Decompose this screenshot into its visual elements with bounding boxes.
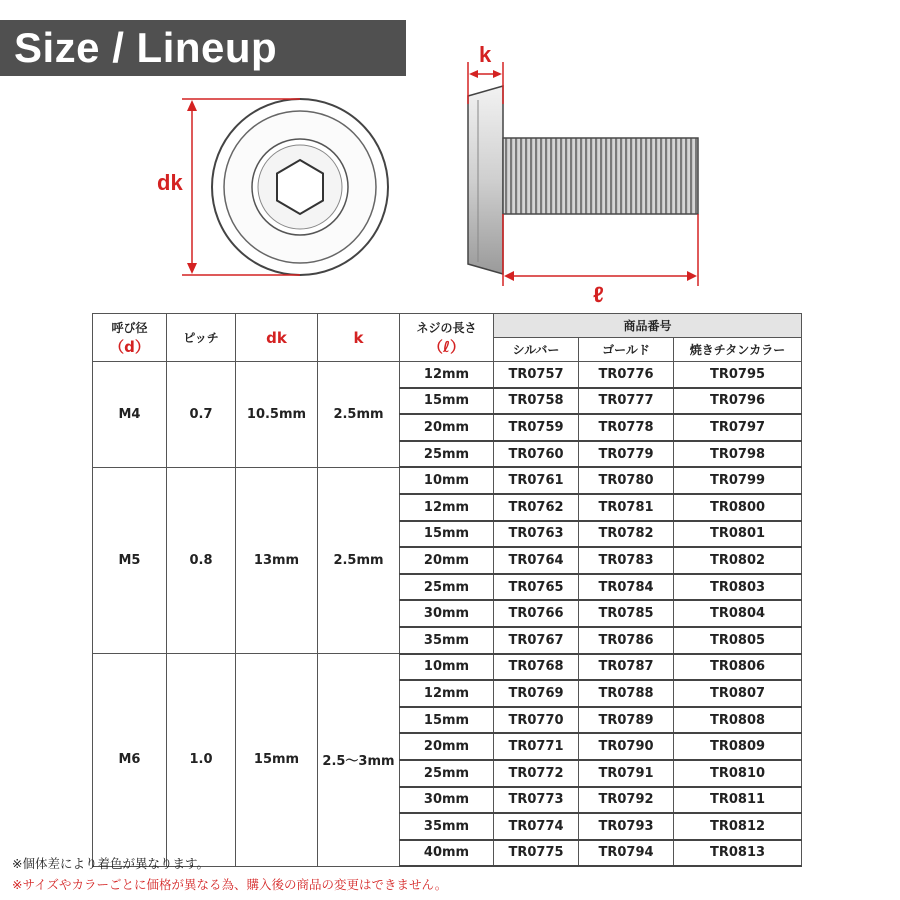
thread-length-cell: 15mm: [400, 707, 494, 734]
titanium-code-cell: TR0803: [674, 574, 802, 601]
thread-length-cell: 30mm: [400, 600, 494, 627]
titanium-code-cell: TR0810: [674, 760, 802, 787]
titanium-code-cell: TR0799: [674, 467, 802, 494]
titanium-code-cell: TR0806: [674, 654, 802, 681]
bolt-front-view: [212, 99, 388, 275]
titanium-code-cell: TR0811: [674, 787, 802, 814]
thread-length-cell: 12mm: [400, 680, 494, 707]
k-cell: 2.5mm: [318, 362, 400, 468]
pitch-cell: 0.8: [167, 467, 236, 653]
silver-code-cell: TR0770: [494, 707, 579, 734]
gold-code-cell: TR0785: [579, 600, 674, 627]
note-color-variance: ※個体差により着色が異なります。: [12, 856, 209, 871]
gold-code-cell: TR0780: [579, 467, 674, 494]
titanium-code-cell: TR0807: [674, 680, 802, 707]
silver-code-cell: TR0773: [494, 787, 579, 814]
thread-length-cell: 30mm: [400, 787, 494, 814]
titanium-code-cell: TR0809: [674, 733, 802, 760]
nominal-size-cell: M4: [93, 362, 167, 468]
header-dk: dk: [236, 314, 318, 362]
silver-code-cell: TR0760: [494, 441, 579, 468]
header-product-code: 商品番号: [494, 314, 802, 338]
dk-cell: 15mm: [236, 654, 318, 867]
length-label: ℓ: [593, 282, 604, 307]
thread-length-cell: 15mm: [400, 521, 494, 548]
size-lineup-table: [92, 313, 802, 867]
titanium-code-cell: TR0800: [674, 494, 802, 521]
gold-code-cell: TR0790: [579, 733, 674, 760]
gold-code-cell: TR0784: [579, 574, 674, 601]
gold-code-cell: TR0793: [579, 813, 674, 840]
silver-code-cell: TR0763: [494, 521, 579, 548]
header-thread-length: ネジの長さ （ℓ）: [400, 314, 494, 362]
note-no-exchange: ※サイズやカラーごとに価格が異なる為、購入後の商品の変更はできません。: [12, 877, 448, 892]
silver-code-cell: TR0759: [494, 414, 579, 441]
header-k: k: [318, 314, 400, 362]
thread-length-cell: 25mm: [400, 441, 494, 468]
gold-code-cell: TR0783: [579, 547, 674, 574]
page-title: Size / Lineup: [14, 24, 278, 71]
titanium-code-cell: TR0813: [674, 840, 802, 867]
gold-code-cell: TR0777: [579, 388, 674, 415]
titanium-code-cell: TR0805: [674, 627, 802, 654]
silver-code-cell: TR0766: [494, 600, 579, 627]
gold-code-cell: TR0788: [579, 680, 674, 707]
pitch-cell: 1.0: [167, 654, 236, 867]
silver-code-cell: TR0775: [494, 840, 579, 867]
gold-code-cell: TR0778: [579, 414, 674, 441]
k-cell: 2.5〜3mm: [318, 654, 400, 867]
thread-length-cell: 12mm: [400, 362, 494, 388]
thread-length-cell: 20mm: [400, 414, 494, 441]
thread-length-cell: 12mm: [400, 494, 494, 521]
gold-code-cell: TR0789: [579, 707, 674, 734]
gold-code-cell: TR0786: [579, 627, 674, 654]
thread-length-cell: 20mm: [400, 547, 494, 574]
gold-code-cell: TR0781: [579, 494, 674, 521]
gold-code-cell: TR0782: [579, 521, 674, 548]
gold-code-cell: TR0779: [579, 441, 674, 468]
dk-cell: 13mm: [236, 467, 318, 653]
silver-code-cell: TR0758: [494, 388, 579, 415]
silver-code-cell: TR0765: [494, 574, 579, 601]
thread-length-cell: 10mm: [400, 467, 494, 494]
thread-length-cell: 15mm: [400, 388, 494, 415]
titanium-code-cell: TR0797: [674, 414, 802, 441]
table-row: [93, 362, 802, 388]
thread-length-cell: 35mm: [400, 813, 494, 840]
thread-length-cell: 25mm: [400, 760, 494, 787]
silver-code-cell: TR0772: [494, 760, 579, 787]
dk-label: dk: [157, 170, 183, 195]
gold-code-cell: TR0787: [579, 654, 674, 681]
titanium-code-cell: TR0812: [674, 813, 802, 840]
k-cell: 2.5mm: [318, 467, 400, 653]
silver-code-cell: TR0762: [494, 494, 579, 521]
table-row: [93, 467, 802, 494]
silver-code-cell: TR0761: [494, 467, 579, 494]
silver-code-cell: TR0764: [494, 547, 579, 574]
titanium-code-cell: TR0795: [674, 362, 802, 388]
length-dimension-line: [503, 214, 698, 286]
k-label: k: [479, 42, 492, 67]
bolt-dimension-diagram: [0, 0, 900, 310]
gold-code-cell: TR0776: [579, 362, 674, 388]
header-burnt-titanium: 焼きチタンカラー: [674, 338, 802, 362]
thread-length-cell: 20mm: [400, 733, 494, 760]
silver-code-cell: TR0774: [494, 813, 579, 840]
silver-code-cell: TR0767: [494, 627, 579, 654]
gold-code-cell: TR0792: [579, 787, 674, 814]
silver-code-cell: TR0768: [494, 654, 579, 681]
pitch-cell: 0.7: [167, 362, 236, 468]
silver-code-cell: TR0769: [494, 680, 579, 707]
header-pitch: ピッチ: [167, 314, 236, 362]
titanium-code-cell: TR0801: [674, 521, 802, 548]
titanium-code-cell: TR0796: [674, 388, 802, 415]
thread-length-cell: 35mm: [400, 627, 494, 654]
header-silver: シルバー: [494, 338, 579, 362]
titanium-code-cell: TR0804: [674, 600, 802, 627]
nominal-size-cell: M5: [93, 467, 167, 653]
header-nominal-size: 呼び径 （d）: [93, 314, 167, 362]
table-row: [93, 654, 802, 681]
dk-cell: 10.5mm: [236, 362, 318, 468]
thread-length-cell: 25mm: [400, 574, 494, 601]
titanium-code-cell: TR0802: [674, 547, 802, 574]
nominal-size-cell: M6: [93, 654, 167, 867]
thread-length-cell: 10mm: [400, 654, 494, 681]
gold-code-cell: TR0794: [579, 840, 674, 867]
gold-code-cell: TR0791: [579, 760, 674, 787]
silver-code-cell: TR0771: [494, 733, 579, 760]
titanium-code-cell: TR0808: [674, 707, 802, 734]
header-gold: ゴールド: [579, 338, 674, 362]
silver-code-cell: TR0757: [494, 362, 579, 388]
thread-length-cell: 40mm: [400, 840, 494, 867]
titanium-code-cell: TR0798: [674, 441, 802, 468]
